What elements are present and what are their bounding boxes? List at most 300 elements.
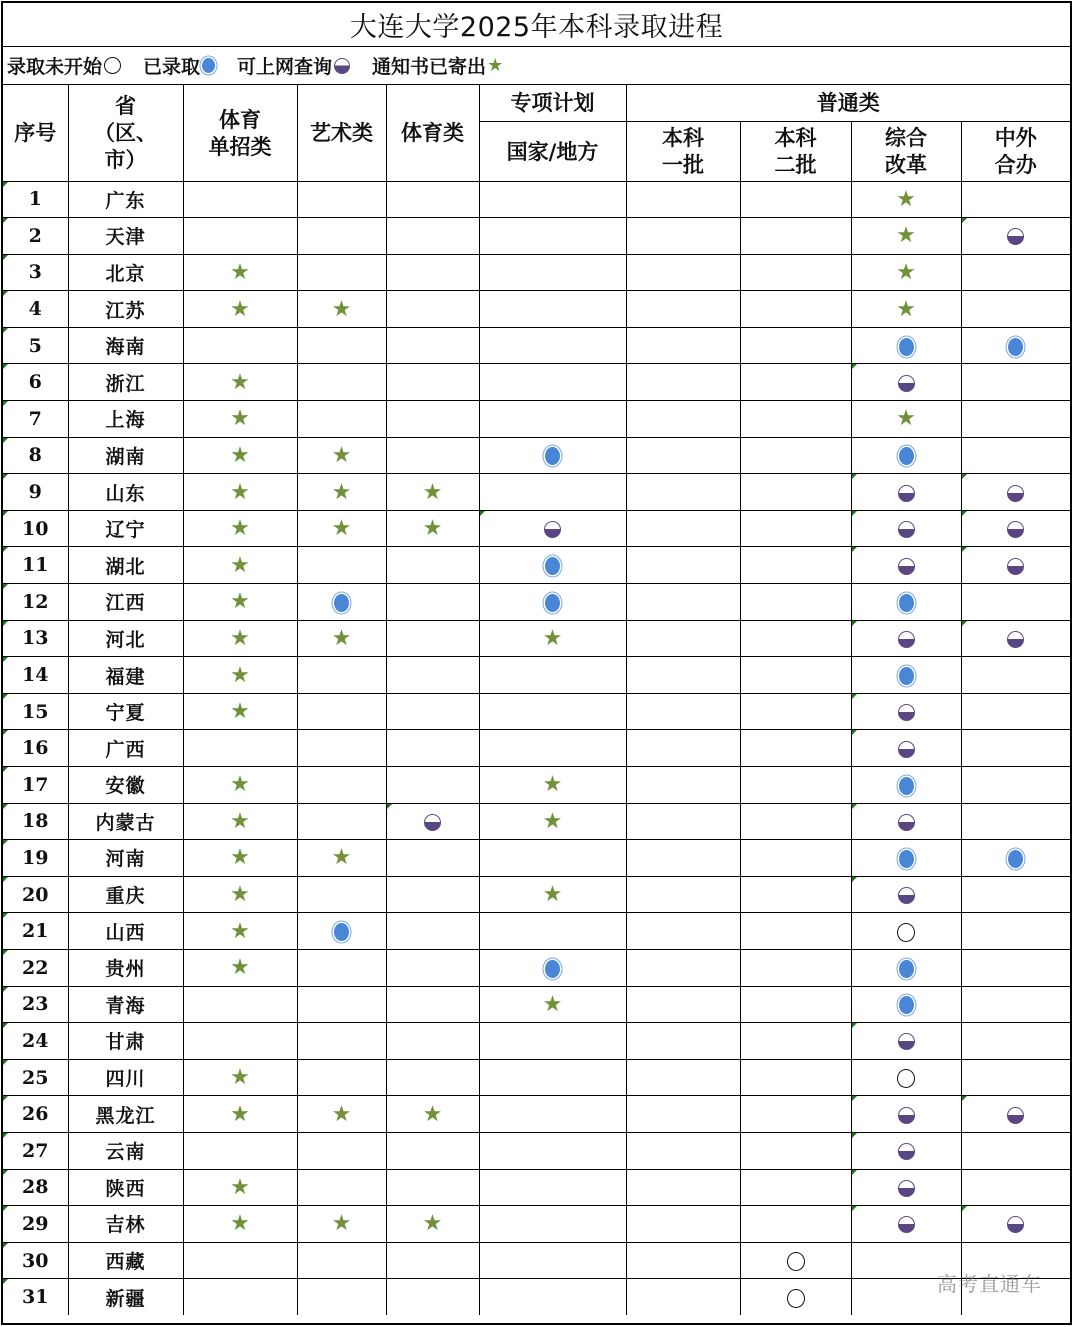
row-index: 3 <box>3 254 68 291</box>
half-filled-circle-icon <box>424 814 441 831</box>
status-cell-special <box>479 840 626 877</box>
status-cell-comprehensive <box>851 730 961 767</box>
header-line: 综合 <box>885 125 927 150</box>
status-cell-arts <box>297 1242 386 1279</box>
status-cell-batch1 <box>626 730 740 767</box>
status-cell-special <box>479 876 626 913</box>
status-cell-sports_single <box>183 401 297 438</box>
status-cell-special <box>479 510 626 547</box>
status-cell-batch2 <box>740 1242 851 1279</box>
header-province-line: （区、 <box>94 120 157 146</box>
table-body <box>3 181 1070 1315</box>
status-cell-batch1 <box>626 181 740 218</box>
status-cell-sino_foreign <box>961 767 1070 804</box>
province-name: 黑龙江 <box>68 1096 183 1133</box>
status-cell-batch1 <box>626 1206 740 1243</box>
table-row <box>3 913 1070 950</box>
row-index: 26 <box>3 1096 68 1133</box>
header-index: 序号 <box>3 85 68 181</box>
green-star-icon: ★ <box>230 479 250 505</box>
status-cell-sports <box>386 1279 479 1315</box>
status-cell-arts <box>297 364 386 401</box>
row-index: 5 <box>3 327 68 364</box>
green-star-icon: ★ <box>542 625 563 651</box>
status-cell-comprehensive <box>851 693 961 730</box>
status-cell-special <box>479 693 626 730</box>
status-cell-sino_foreign <box>961 803 1070 840</box>
status-cell-sports <box>386 693 479 730</box>
row-index: 31 <box>3 1279 68 1315</box>
status-cell-arts <box>297 986 386 1023</box>
empty-circle-icon <box>897 1069 915 1088</box>
status-cell-batch1 <box>626 620 740 657</box>
status-cell-sports_single <box>183 291 297 328</box>
legend-label: 已录取 <box>143 56 201 78</box>
row-index: 4 <box>3 291 68 328</box>
status-cell-special <box>479 1169 626 1206</box>
status-cell-batch2 <box>740 437 851 474</box>
green-star-icon: ★ <box>230 699 250 725</box>
status-cell-sports <box>386 620 479 657</box>
status-cell-sports_single <box>183 1169 297 1206</box>
province-name: 西藏 <box>68 1242 183 1279</box>
half-filled-circle-icon <box>898 1143 915 1160</box>
province-name: 陕西 <box>68 1169 183 1206</box>
province-name: 河南 <box>68 840 183 877</box>
status-cell-batch2 <box>740 949 851 986</box>
status-cell-sports <box>386 657 479 694</box>
province-name: 福建 <box>68 657 183 694</box>
table-row <box>3 181 1070 218</box>
status-cell-special <box>479 949 626 986</box>
status-cell-comprehensive <box>851 1242 961 1279</box>
status-legend <box>3 47 1070 85</box>
status-cell-batch1 <box>626 291 740 328</box>
province-name: 安徽 <box>68 767 183 804</box>
status-cell-batch2 <box>740 218 851 255</box>
half-filled-circle-icon <box>1007 1107 1024 1124</box>
status-cell-sino_foreign <box>961 547 1070 584</box>
province-name: 内蒙古 <box>68 803 183 840</box>
empty-circle-icon <box>897 923 915 942</box>
status-cell-comprehensive <box>851 876 961 913</box>
province-name: 新疆 <box>68 1279 183 1315</box>
status-cell-sino_foreign <box>961 693 1070 730</box>
table-row <box>3 1096 1070 1133</box>
row-index: 13 <box>3 620 68 657</box>
status-cell-comprehensive <box>851 1279 961 1315</box>
green-star-icon: ★ <box>422 1211 443 1237</box>
header-province-line: 省 <box>115 93 136 119</box>
status-cell-batch2 <box>740 840 851 877</box>
green-star-icon: ★ <box>230 552 250 578</box>
green-star-icon: ★ <box>896 186 916 212</box>
status-cell-sino_foreign <box>961 1206 1070 1243</box>
status-cell-sports <box>386 949 479 986</box>
row-index: 20 <box>3 876 68 913</box>
province-name: 浙江 <box>68 364 183 401</box>
status-cell-sino_foreign <box>961 1096 1070 1133</box>
status-cell-comprehensive <box>851 986 961 1023</box>
status-cell-batch1 <box>626 1169 740 1206</box>
green-star-icon: ★ <box>487 54 504 76</box>
status-cell-sports <box>386 986 479 1023</box>
green-star-icon: ★ <box>230 662 250 688</box>
status-cell-sports <box>386 437 479 474</box>
province-name: 海南 <box>68 327 183 364</box>
status-cell-sports <box>386 218 479 255</box>
table-row <box>3 1059 1070 1096</box>
blue-filled-circle-icon <box>334 923 349 941</box>
status-cell-sports <box>386 547 479 584</box>
status-cell-special <box>479 730 626 767</box>
status-cell-sports <box>386 730 479 767</box>
legend-label: 录取未开始 <box>7 56 103 78</box>
status-cell-comprehensive <box>851 1096 961 1133</box>
blue-filled-circle-icon <box>545 594 560 612</box>
status-cell-sports <box>386 1023 479 1060</box>
status-cell-special <box>479 803 626 840</box>
green-star-icon: ★ <box>542 772 563 798</box>
status-cell-sports <box>386 291 479 328</box>
status-cell-sino_foreign <box>961 730 1070 767</box>
status-cell-sports <box>386 840 479 877</box>
status-cell-arts <box>297 1206 386 1243</box>
province-name: 河北 <box>68 620 183 657</box>
header-line: 一批 <box>662 152 704 177</box>
half-filled-circle-icon <box>898 741 915 758</box>
status-cell-batch2 <box>740 876 851 913</box>
status-cell-sino_foreign <box>961 986 1070 1023</box>
status-cell-sports_single <box>183 803 297 840</box>
status-cell-special <box>479 1059 626 1096</box>
status-cell-batch2 <box>740 1132 851 1169</box>
status-cell-sports_single <box>183 620 297 657</box>
watermark: 高考直通车 <box>937 1272 1042 1296</box>
status-cell-comprehensive <box>851 1169 961 1206</box>
row-index: 21 <box>3 913 68 950</box>
status-cell-special <box>479 327 626 364</box>
status-cell-comprehensive <box>851 803 961 840</box>
green-star-icon: ★ <box>331 1101 352 1127</box>
status-cell-sports_single <box>183 547 297 584</box>
status-cell-sports_single <box>183 949 297 986</box>
status-cell-arts <box>297 1279 386 1315</box>
status-cell-arts <box>297 1132 386 1169</box>
status-cell-sports_single <box>183 1096 297 1133</box>
province-name: 天津 <box>68 218 183 255</box>
green-star-icon: ★ <box>230 845 250 871</box>
blue-filled-circle-icon <box>899 594 914 612</box>
table-row <box>3 620 1070 657</box>
legend-item-online-query <box>237 52 350 79</box>
table-row <box>3 1242 1070 1279</box>
status-cell-batch1 <box>626 767 740 804</box>
status-cell-batch2 <box>740 913 851 950</box>
status-cell-batch2 <box>740 1279 851 1315</box>
status-cell-batch1 <box>626 1242 740 1279</box>
half-filled-circle-icon <box>898 631 915 648</box>
province-name: 四川 <box>68 1059 183 1096</box>
status-cell-arts <box>297 291 386 328</box>
green-star-icon: ★ <box>230 1101 250 1127</box>
status-cell-arts <box>297 254 386 291</box>
status-cell-batch2 <box>740 730 851 767</box>
status-cell-sports <box>386 1206 479 1243</box>
status-cell-special <box>479 1279 626 1315</box>
table-row <box>3 401 1070 438</box>
status-cell-comprehensive <box>851 181 961 218</box>
status-cell-batch1 <box>626 693 740 730</box>
status-cell-sports <box>386 913 479 950</box>
status-cell-batch2 <box>740 254 851 291</box>
status-cell-batch1 <box>626 254 740 291</box>
status-cell-arts <box>297 218 386 255</box>
header-sino-foreign <box>961 121 1070 181</box>
table-row <box>3 584 1070 621</box>
green-star-icon: ★ <box>331 845 352 871</box>
table-row <box>3 730 1070 767</box>
green-star-icon: ★ <box>542 882 563 908</box>
table-row <box>3 474 1070 511</box>
header-general: 普通类 <box>626 85 1070 121</box>
status-cell-special <box>479 913 626 950</box>
status-cell-arts <box>297 181 386 218</box>
province-name: 贵州 <box>68 949 183 986</box>
half-filled-circle-icon <box>898 521 915 538</box>
status-cell-special <box>479 657 626 694</box>
status-cell-batch1 <box>626 949 740 986</box>
status-cell-special <box>479 291 626 328</box>
status-cell-batch1 <box>626 437 740 474</box>
province-name: 湖北 <box>68 547 183 584</box>
status-cell-sports <box>386 767 479 804</box>
status-cell-sino_foreign <box>961 1132 1070 1169</box>
green-star-icon: ★ <box>331 516 352 542</box>
green-star-icon: ★ <box>542 991 563 1017</box>
status-cell-comprehensive <box>851 840 961 877</box>
row-index: 11 <box>3 547 68 584</box>
green-star-icon: ★ <box>230 1065 250 1091</box>
table-row <box>3 547 1070 584</box>
status-cell-batch1 <box>626 401 740 438</box>
status-cell-arts <box>297 620 386 657</box>
header-line: 改革 <box>885 152 927 177</box>
progress-table <box>3 85 1070 1315</box>
status-cell-sports_single <box>183 181 297 218</box>
half-filled-circle-icon <box>898 558 915 575</box>
status-cell-arts <box>297 1096 386 1133</box>
blue-filled-circle-icon <box>899 850 914 868</box>
half-filled-circle-icon <box>898 704 915 721</box>
blue-filled-circle-icon <box>899 338 914 356</box>
status-cell-special <box>479 1096 626 1133</box>
empty-circle-icon <box>787 1252 805 1271</box>
status-cell-sports_single <box>183 1023 297 1060</box>
blue-filled-circle-icon <box>899 996 914 1014</box>
green-star-icon: ★ <box>331 625 352 651</box>
green-star-icon: ★ <box>230 1211 250 1237</box>
status-cell-comprehensive <box>851 327 961 364</box>
status-cell-special <box>479 218 626 255</box>
status-cell-batch1 <box>626 1023 740 1060</box>
green-star-icon: ★ <box>230 882 250 908</box>
table-row <box>3 1279 1070 1315</box>
green-star-icon: ★ <box>230 1174 250 1200</box>
header-line: 本科 <box>662 125 704 150</box>
row-index: 2 <box>3 218 68 255</box>
row-index: 12 <box>3 584 68 621</box>
blue-filled-circle-icon <box>899 447 914 465</box>
header-arts: 艺术类 <box>297 85 386 181</box>
status-cell-sports <box>386 1132 479 1169</box>
row-index: 14 <box>3 657 68 694</box>
province-name: 广东 <box>68 181 183 218</box>
status-cell-comprehensive <box>851 474 961 511</box>
green-star-icon: ★ <box>422 1101 443 1127</box>
blue-filled-circle-icon <box>1008 338 1023 356</box>
row-index: 15 <box>3 693 68 730</box>
status-cell-batch1 <box>626 1279 740 1315</box>
table-row <box>3 1206 1070 1243</box>
status-cell-batch2 <box>740 1096 851 1133</box>
row-index: 30 <box>3 1242 68 1279</box>
blue-filled-circle-icon <box>899 960 914 978</box>
status-cell-batch2 <box>740 1059 851 1096</box>
status-cell-arts <box>297 1169 386 1206</box>
status-cell-arts <box>297 657 386 694</box>
status-cell-comprehensive <box>851 364 961 401</box>
half-filled-circle-icon <box>898 1107 915 1124</box>
status-cell-batch1 <box>626 218 740 255</box>
header-special-plan: 专项计划 <box>479 85 626 121</box>
status-cell-sports_single <box>183 1059 297 1096</box>
row-index: 9 <box>3 474 68 511</box>
status-cell-comprehensive <box>851 1023 961 1060</box>
header-line: 单招类 <box>208 133 272 159</box>
status-cell-batch2 <box>740 767 851 804</box>
province-name: 云南 <box>68 1132 183 1169</box>
row-index: 22 <box>3 949 68 986</box>
status-cell-batch2 <box>740 1169 851 1206</box>
province-name: 辽宁 <box>68 510 183 547</box>
row-index: 29 <box>3 1206 68 1243</box>
table-row <box>3 949 1070 986</box>
status-cell-batch1 <box>626 547 740 584</box>
page-title: 大连大学2025年本科录取进程 <box>3 3 1070 47</box>
status-cell-sports_single <box>183 1206 297 1243</box>
empty-circle-icon <box>104 57 121 74</box>
province-name: 山东 <box>68 474 183 511</box>
half-filled-circle-icon <box>1007 521 1024 538</box>
province-name: 甘肃 <box>68 1023 183 1060</box>
blue-filled-circle-icon <box>1008 850 1023 868</box>
green-star-icon: ★ <box>896 296 916 322</box>
header-province <box>68 85 183 181</box>
half-filled-circle-icon <box>1007 1216 1024 1233</box>
status-cell-sports_single <box>183 327 297 364</box>
header-line: 本科 <box>774 125 817 150</box>
status-cell-sports <box>386 876 479 913</box>
status-cell-arts <box>297 693 386 730</box>
status-cell-batch1 <box>626 913 740 950</box>
header-line: 中外 <box>994 125 1037 150</box>
status-cell-special <box>479 986 626 1023</box>
row-index: 24 <box>3 1023 68 1060</box>
status-cell-batch2 <box>740 1023 851 1060</box>
status-cell-sino_foreign <box>961 1023 1070 1060</box>
half-filled-circle-icon <box>1007 558 1024 575</box>
green-star-icon: ★ <box>331 1211 352 1237</box>
status-cell-arts <box>297 547 386 584</box>
province-name: 宁夏 <box>68 693 183 730</box>
status-cell-batch1 <box>626 584 740 621</box>
status-cell-special <box>479 584 626 621</box>
half-filled-circle-icon <box>334 58 350 74</box>
green-star-icon: ★ <box>230 259 250 285</box>
province-name: 山西 <box>68 913 183 950</box>
green-star-icon: ★ <box>896 223 916 249</box>
status-cell-batch1 <box>626 364 740 401</box>
status-cell-sports_single <box>183 218 297 255</box>
status-cell-sino_foreign <box>961 584 1070 621</box>
status-cell-batch2 <box>740 1206 851 1243</box>
legend-item-admitted <box>143 52 215 79</box>
half-filled-circle-icon <box>1007 485 1024 502</box>
half-filled-circle-icon <box>898 1216 915 1233</box>
status-cell-comprehensive <box>851 657 961 694</box>
status-cell-sports_single <box>183 1242 297 1279</box>
status-cell-special <box>479 364 626 401</box>
status-cell-comprehensive <box>851 401 961 438</box>
status-cell-sports <box>386 1169 479 1206</box>
status-cell-batch1 <box>626 1096 740 1133</box>
status-cell-batch2 <box>740 547 851 584</box>
status-cell-sports_single <box>183 584 297 621</box>
green-star-icon: ★ <box>896 406 916 432</box>
green-star-icon: ★ <box>230 442 250 468</box>
half-filled-circle-icon <box>898 485 915 502</box>
status-cell-sports_single <box>183 254 297 291</box>
status-cell-batch2 <box>740 657 851 694</box>
status-cell-sports_single <box>183 437 297 474</box>
status-cell-special <box>479 437 626 474</box>
status-cell-sports <box>386 401 479 438</box>
status-cell-sino_foreign <box>961 327 1070 364</box>
legend-label: 通知书已寄出 <box>372 56 487 78</box>
row-index: 6 <box>3 364 68 401</box>
status-cell-sino_foreign <box>961 1059 1070 1096</box>
province-name: 重庆 <box>68 876 183 913</box>
status-cell-arts <box>297 803 386 840</box>
green-star-icon: ★ <box>230 406 250 432</box>
status-cell-batch2 <box>740 474 851 511</box>
province-name: 广西 <box>68 730 183 767</box>
status-cell-sino_foreign <box>961 474 1070 511</box>
row-index: 23 <box>3 986 68 1023</box>
green-star-icon: ★ <box>230 625 250 651</box>
row-index: 28 <box>3 1169 68 1206</box>
blue-filled-circle-icon <box>545 960 560 978</box>
status-cell-comprehensive <box>851 437 961 474</box>
status-cell-arts <box>297 1023 386 1060</box>
province-name: 青海 <box>68 986 183 1023</box>
status-cell-sports <box>386 327 479 364</box>
status-cell-special <box>479 401 626 438</box>
province-name: 江苏 <box>68 291 183 328</box>
status-cell-sports_single <box>183 876 297 913</box>
status-cell-arts <box>297 510 386 547</box>
